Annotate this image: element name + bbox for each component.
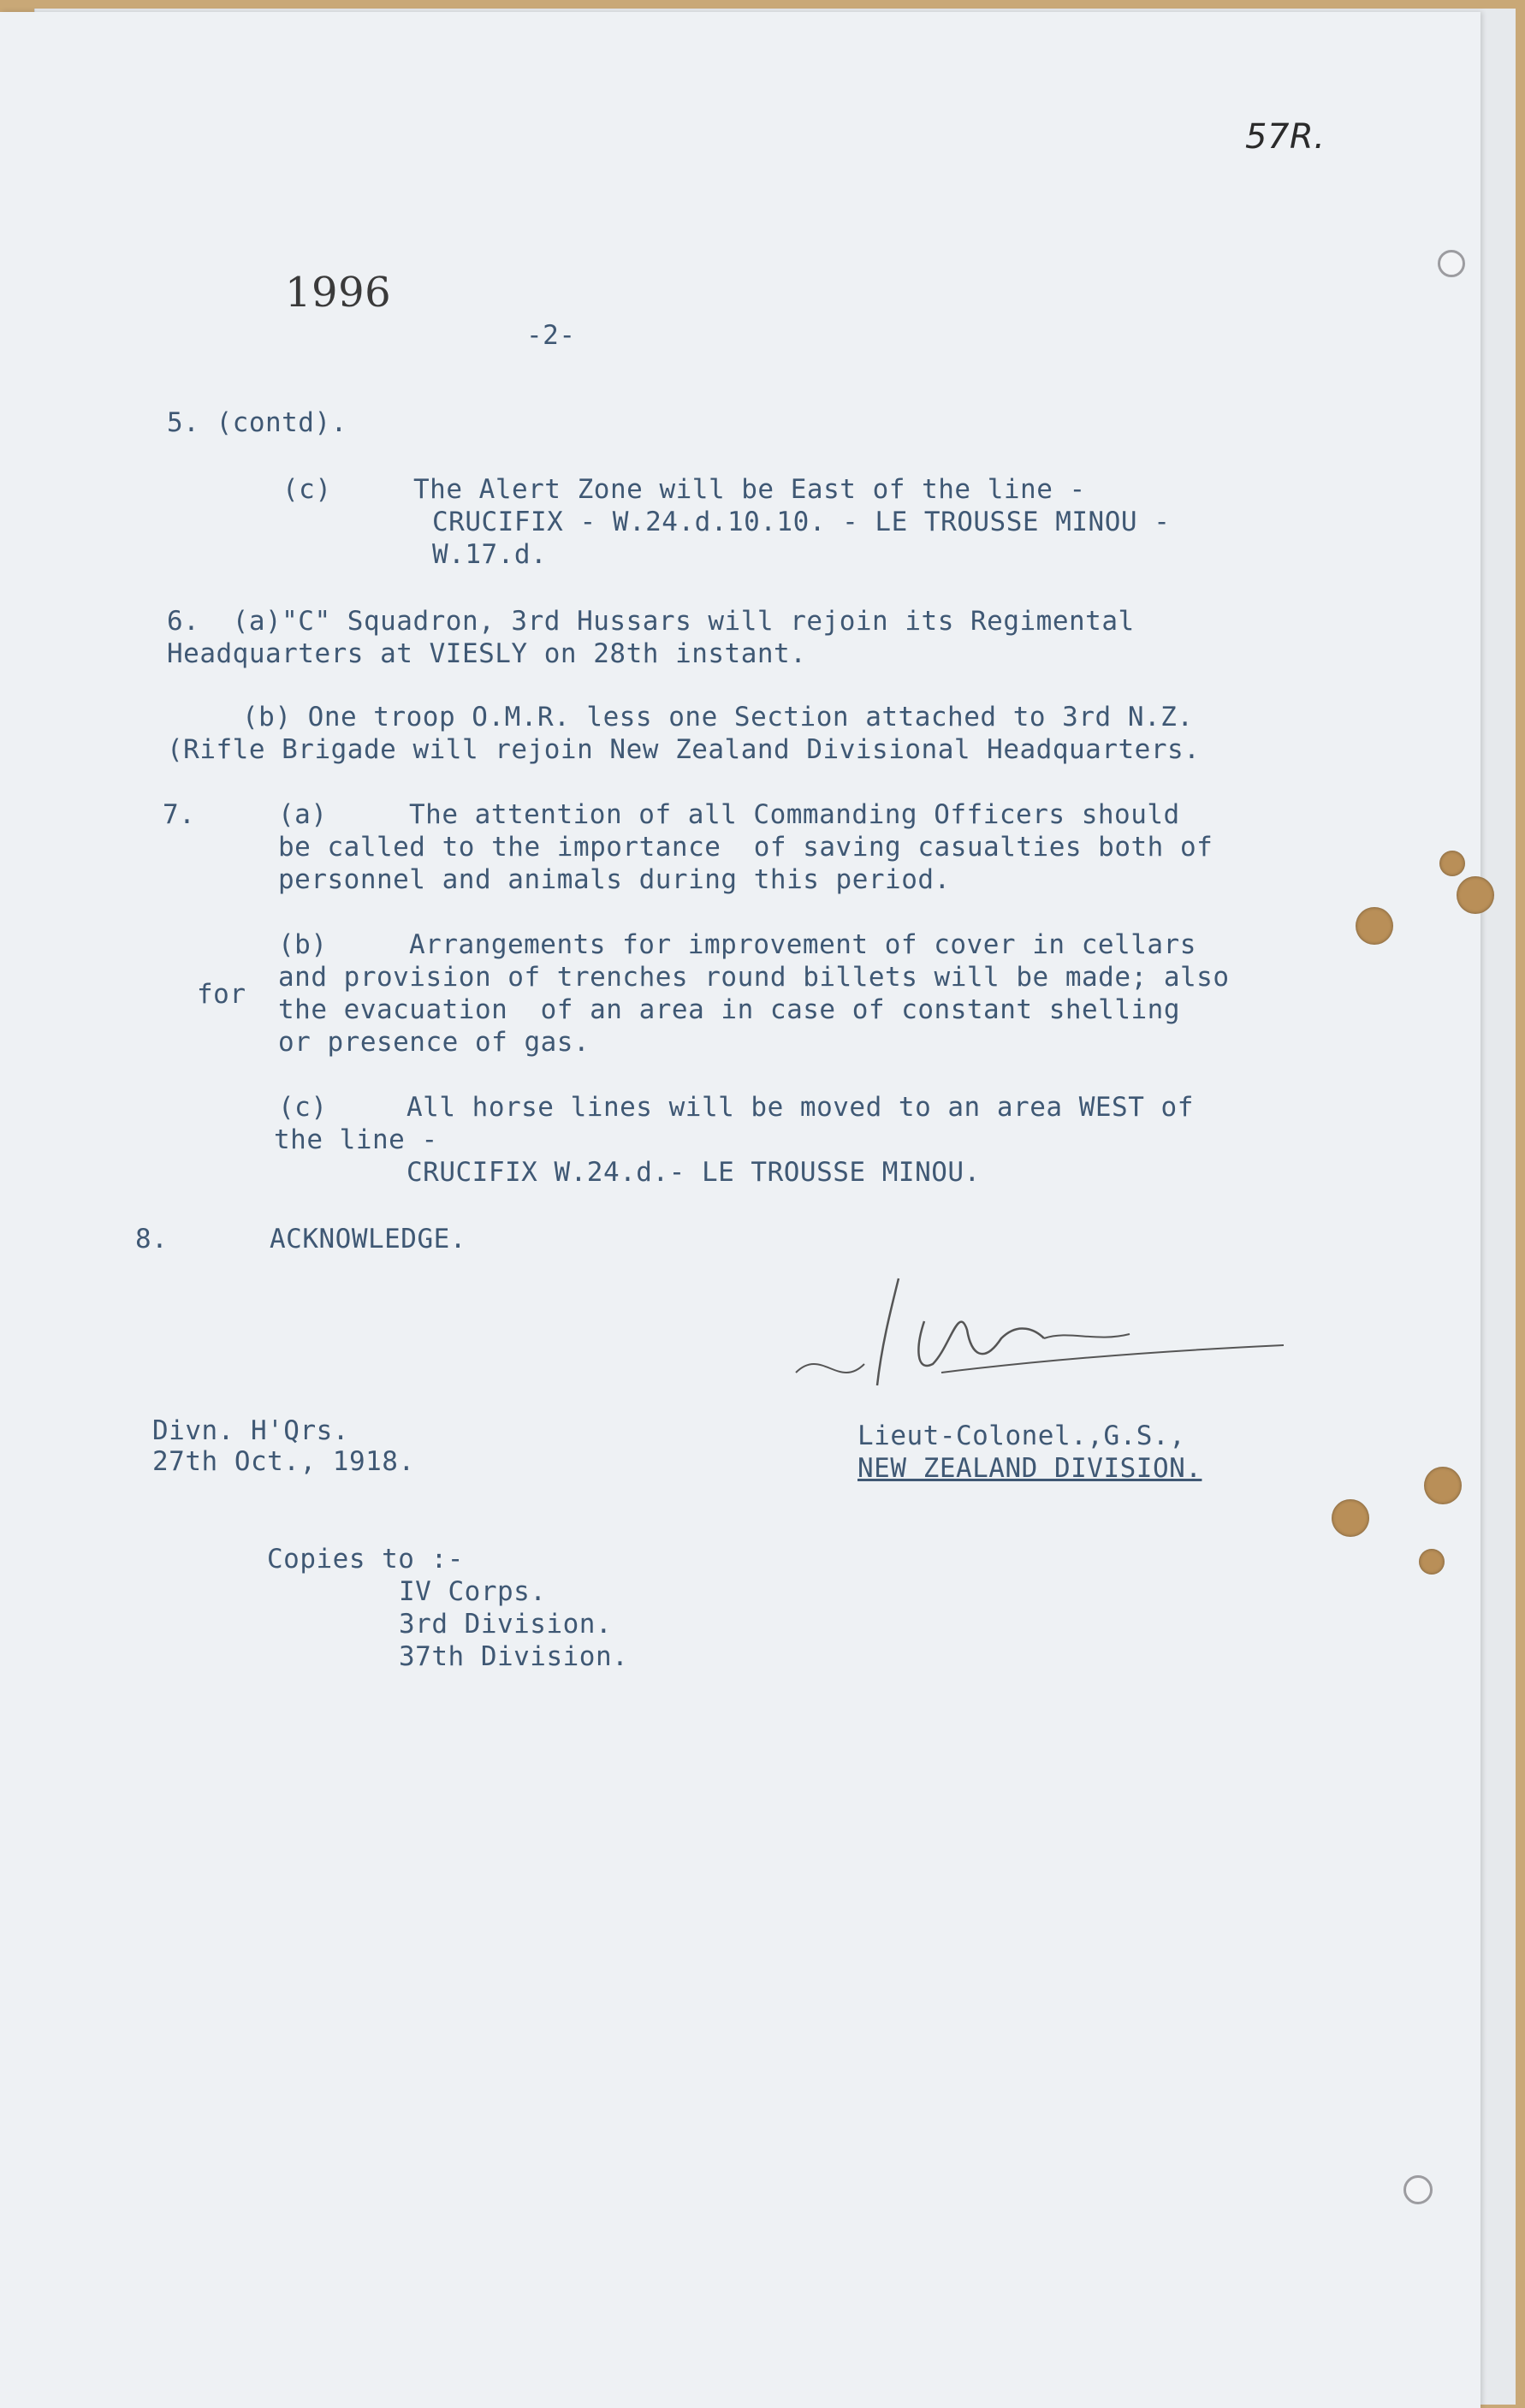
punch-hole	[1457, 876, 1494, 914]
para7-c-label: (c)	[278, 1092, 328, 1123]
punch-hole	[1424, 1467, 1462, 1504]
copies-recipient: 3rd Division.	[399, 1609, 613, 1640]
copies-recipient: IV Corps.	[399, 1576, 547, 1607]
punch-hole	[1419, 1549, 1445, 1575]
para6-b-line: (Rifle Brigade will rejoin New Zealand Divisional Headquarters.	[167, 734, 1201, 765]
para5-c-line: W.17.d.	[432, 539, 548, 570]
para6-a-line: 6. (a)"C" Squadron, 3rd Hussars will rejoin its Regimental	[167, 606, 1135, 637]
para7-b-line: or presence of gas.	[278, 1027, 590, 1058]
para7-a-label: (a)	[278, 799, 328, 830]
punch-hole	[1439, 851, 1465, 876]
para7-b-line: Arrangements for improvement of cover in cellars	[409, 929, 1196, 960]
para7-b-for: for	[197, 979, 246, 1010]
page-number: -2-	[526, 320, 576, 351]
document-page	[0, 12, 1480, 2408]
signature-unit: NEW ZEALAND DIVISION.	[857, 1453, 1202, 1484]
para8-number: 8.	[135, 1224, 169, 1254]
para7-a-line: personnel and animals during this period.	[278, 864, 951, 895]
para5-heading: 5. (contd).	[167, 407, 347, 438]
punch-hole	[1356, 907, 1393, 945]
para7-c-line: All horse lines will be moved to an area WEST of	[406, 1092, 1194, 1123]
para7-a-line: The attention of all Commanding Officers should	[409, 799, 1180, 830]
para6-a-line: Headquarters at VIESLY on 28th instant.	[167, 638, 807, 669]
para8-text: ACKNOWLEDGE.	[270, 1224, 466, 1254]
para7-number: 7.	[163, 799, 196, 830]
para7-a-line: be called to the importance of saving casualties both of	[278, 832, 1213, 863]
para7-b-label: (b)	[278, 929, 328, 960]
punch-hole	[1403, 2175, 1433, 2204]
para5-c-line: CRUCIFIX - W.24.d.10.10. - LE TROUSSE MINOU -	[432, 507, 1171, 537]
file-number: 1996	[285, 269, 392, 317]
punch-hole	[1332, 1499, 1369, 1537]
copies-heading: Copies to :-	[267, 1544, 464, 1575]
para6-b-line: (b) One troop O.M.R. less one Section attached to 3rd N.Z.	[242, 702, 1194, 732]
origin-line: Divn. H'Qrs.	[152, 1415, 349, 1446]
para7-c-line: the line -	[274, 1124, 438, 1155]
copies-recipient: 37th Division.	[399, 1641, 629, 1672]
para7-b-line: and provision of trenches round billets will be made; also	[278, 962, 1230, 993]
para7-b-line: the evacuation of an area in case of constant shelling	[278, 994, 1180, 1025]
signature-image	[787, 1244, 1301, 1415]
origin-line: 27th Oct., 1918.	[152, 1446, 415, 1477]
punch-hole	[1438, 250, 1465, 277]
para5-c-label: (c)	[282, 474, 332, 505]
signature-rank: Lieut-Colonel.,G.S.,	[857, 1420, 1186, 1451]
para7-c-line: CRUCIFIX W.24.d.- LE TROUSSE MINOU.	[406, 1157, 981, 1188]
para5-c-line: The Alert Zone will be East of the line -	[413, 474, 1086, 505]
folio-number: 57R.	[1245, 117, 1326, 157]
